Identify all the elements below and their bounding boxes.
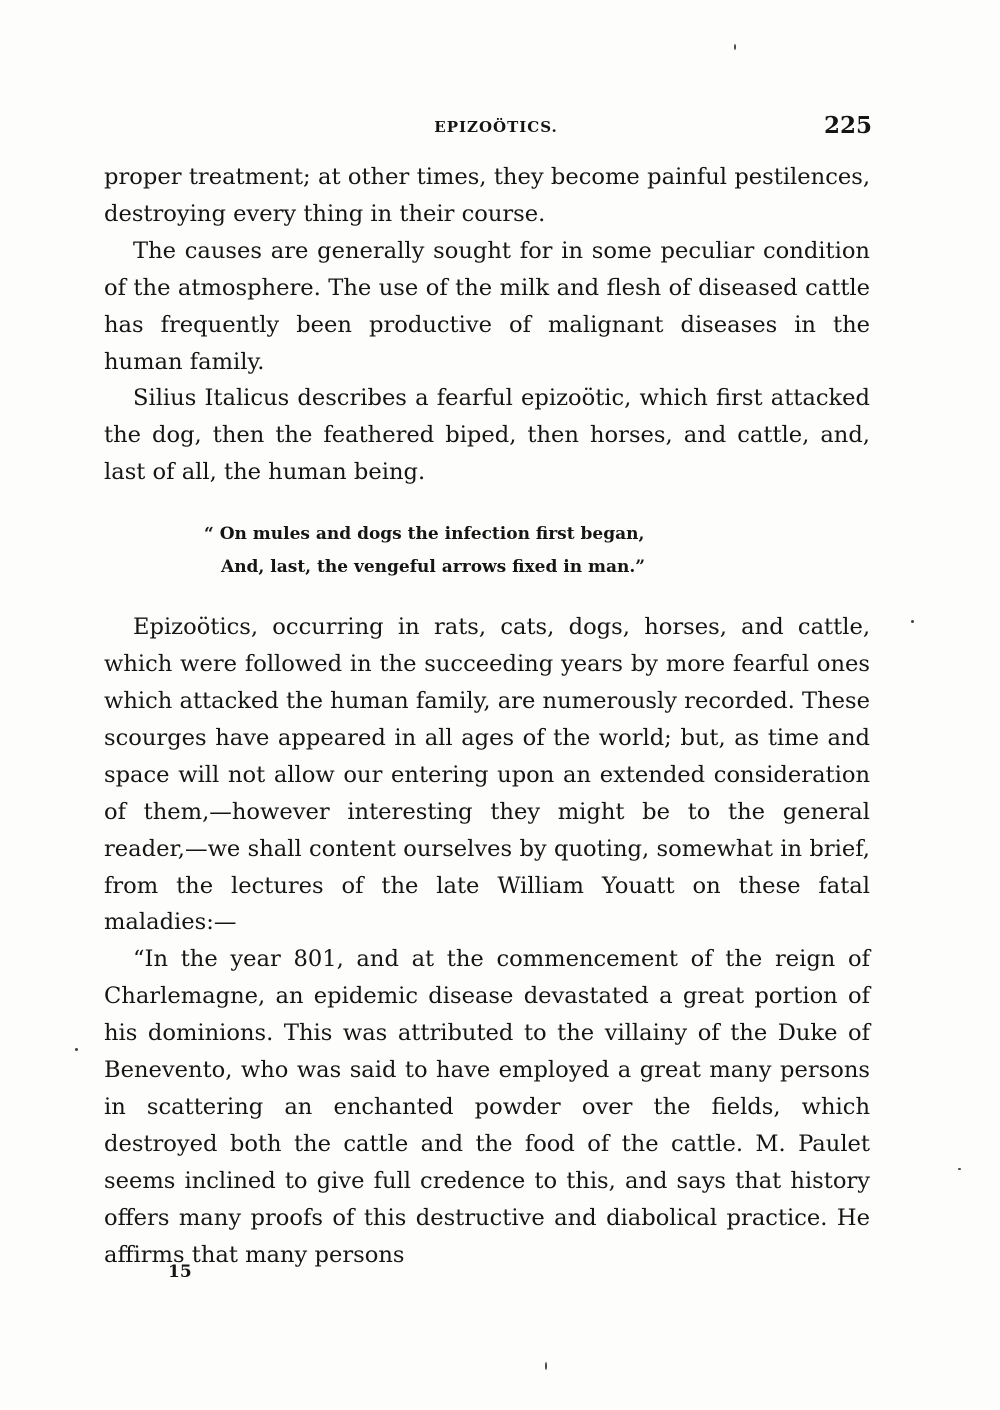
scan-speck bbox=[545, 1362, 547, 1370]
body-text bbox=[104, 159, 870, 1273]
verse-line-1: “ On mules and dogs the infection first began, bbox=[204, 524, 645, 545]
signature-mark: 15 bbox=[168, 1262, 192, 1282]
paragraph-epizootics: Epizoötics, occurring in rats, cats, dogs, horses, and cattle, which were followed in the succeeding years by more fearful ones which attacked the human family, are numerously recorded. These scourges have appeared in all ages of the world; but, as time and space will not allow our entering upon an extended consideration of them,—however interesting they might be to the general reader,—we shall content ourselves by quoting, somewhat in brief, from the lectures of the late William Youatt on these fatal maladies:— bbox=[104, 614, 871, 936]
verse-quotation bbox=[104, 518, 870, 584]
paragraph-causes: The causes are generally sought for in some peculiar condition of the atmosphere. The use of the milk and flesh of diseased cattle has frequently been productive of malignant diseases in the human family. bbox=[104, 237, 870, 375]
scan-speck bbox=[911, 620, 914, 623]
scan-speck bbox=[75, 1048, 78, 1051]
scan-speck bbox=[958, 1168, 961, 1170]
page-header bbox=[104, 112, 872, 144]
paragraph-silius-italicus: Silius Italicus describes a fearful epizoötic, which first attacked the dog, then the feathered biped, then horses, and cattle, and, last of all, the human being. bbox=[104, 385, 870, 486]
verse-line-2: And, last, the vengeful arrows fixed in man.” bbox=[221, 557, 646, 578]
scan-speck bbox=[734, 44, 736, 50]
paragraph-year-801: “In the year 801, and at the commencement of the reign of Charlemagne, an epidemic disease devastated a great portion of his dominions. This was attributed to the villainy of the Duke of Benevento, who was said to have employed a great many persons in scattering an enchanted powder over the fields, which destroyed both the cattle and the food of the cattle. M. Paulet seems inclined to give full credence to this, and says that history offers many proofs of this destructive and diabolical practice. He affirms that many persons bbox=[104, 946, 870, 1268]
paragraph-continued: proper treatment; at other times, they become painful pestilences, destroying every thing in their course. bbox=[104, 164, 870, 227]
page-number: 225 bbox=[823, 112, 872, 139]
running-title: EPIZOÖTICS. bbox=[434, 118, 558, 136]
